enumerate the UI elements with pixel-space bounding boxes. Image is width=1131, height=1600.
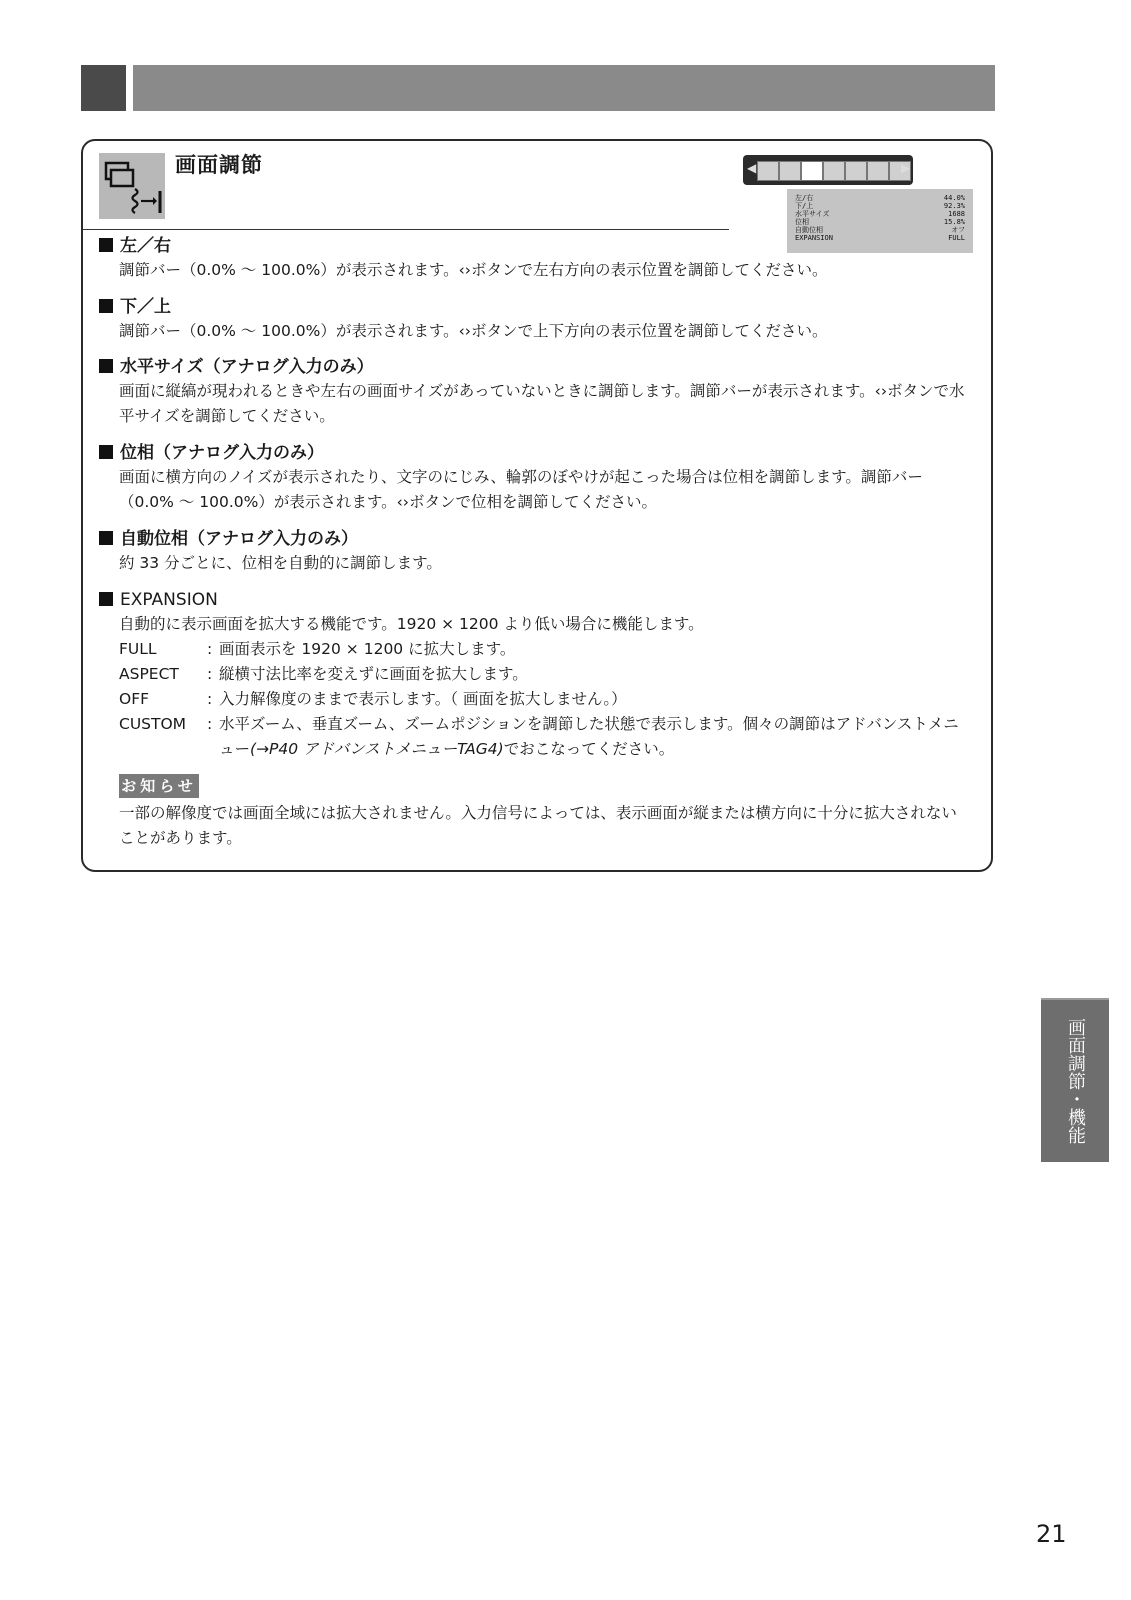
expansion-row [119, 712, 969, 762]
osd-value: FULL [948, 234, 965, 242]
expansion-row [119, 662, 969, 687]
header-bar [133, 65, 995, 111]
osd-tab-icon [779, 161, 801, 181]
section-body: 調節バー（0.0% ～ 100.0%）が表示されます。‹›ボタンで左右方向の表示位置を調節してください。 [119, 261, 828, 279]
osd-tab-active-icon [801, 161, 823, 181]
side-tab-label: 画面調節・機能 [1065, 1018, 1086, 1144]
osd-label: 下/上 [795, 202, 814, 210]
expansion-term: FULL [119, 640, 157, 658]
bullet-square-icon [99, 531, 113, 545]
bullet-square-icon [99, 238, 113, 252]
osd-tab-icon [823, 161, 845, 181]
section-body: 画面に縦縞が現われるときや左右の画面サイズがあっていないときに調節します。調節バーが表示されます。‹›ボタンで水平サイズを調節してください。 [119, 382, 965, 425]
expansion-desc [219, 712, 969, 762]
section-left-right [99, 234, 969, 283]
osd-value: オフ [951, 226, 965, 234]
notice-badge: お知らせ [119, 774, 199, 798]
section-body: 調節バー（0.0% ～ 100.0%）が表示されます。‹›ボタンで上下方向の表示位置を調節してください。 [119, 322, 828, 340]
osd-row [795, 202, 965, 210]
section-heading-text: 自動位相（アナログ入力のみ） [120, 529, 358, 549]
section-auto-phase [99, 527, 969, 576]
osd-row [795, 194, 965, 202]
expansion-row [119, 637, 969, 662]
card-title: 画面調節 [175, 153, 263, 177]
section-body: 約 33 分ごとに、位相を自動的に調節します。 [119, 554, 442, 572]
osd-right-arrow-icon: ▶ [901, 161, 911, 175]
colon: : [207, 690, 213, 708]
osd-label: 位相 [795, 218, 809, 226]
osd-label: EXPANSION [795, 234, 833, 242]
section-heading-text: 左／右 [120, 236, 171, 256]
expansion-row [119, 687, 969, 712]
expansion-table [119, 637, 969, 762]
section-heading [99, 234, 969, 258]
section-body: 画面に横方向のノイズが表示されたり、文字のにじみ、輪郭のぼやけが起こった場合は位相を調節します。調節バー（0.0% ～ 100.0%）が表示されます。‹›ボタンで位相を調節してください。 [119, 468, 923, 511]
section-down-up [99, 295, 969, 344]
osd-value: 44.0% [943, 194, 965, 202]
section-heading [99, 295, 969, 319]
section-phase [99, 441, 969, 515]
osd-menu-bar [743, 155, 913, 185]
notice-text: 一部の解像度では画面全域には拡大されません。入力信号によっては、表示画面が縦または横方向に十分に拡大されないことがあります。 [119, 804, 957, 847]
section-heading-text: EXPANSION [120, 590, 218, 610]
colon: : [207, 640, 213, 658]
osd-row [795, 210, 965, 218]
page-number: 21 [1036, 1520, 1067, 1548]
section-heading-text: 位相（アナログ入力のみ） [120, 443, 324, 463]
expansion-term: OFF [119, 690, 150, 708]
section-heading [99, 355, 969, 379]
section-heading-text: 水平サイズ（アナログ入力のみ） [120, 357, 374, 377]
expansion-term: CUSTOM [119, 715, 187, 733]
expansion-desc-text: 水平ズーム、垂直ズーム、ズームポジションを調節した状態で表示します。個々の調節はアドバンストメニュー [219, 715, 959, 758]
expansion-desc: 入力解像度のままで表示します。（ 画面を拡大しません。） [219, 690, 627, 708]
expansion-desc: 画面表示を 1920 × 1200 に拡大します。 [219, 640, 516, 658]
osd-value: 92.3% [943, 202, 965, 210]
osd-value: 1688 [948, 210, 965, 218]
expansion-intro: 自動的に表示画面を拡大する機能です。1920 × 1200 より低い場合に機能します。 [119, 615, 704, 633]
osd-row [795, 218, 965, 226]
title-rule [83, 229, 729, 230]
section-heading-text: 下／上 [120, 297, 171, 317]
section-heading [99, 441, 969, 465]
osd-label: 左/右 [795, 194, 814, 202]
osd-tab-icon [845, 161, 867, 181]
bullet-square-icon [99, 445, 113, 459]
colon: : [207, 715, 213, 733]
colon: : [207, 665, 213, 683]
bullet-square-icon [99, 359, 113, 373]
section-expansion [99, 588, 969, 762]
section-heading [99, 527, 969, 551]
osd-label: 水平サイズ [795, 210, 830, 218]
bullet-square-icon [99, 592, 113, 606]
screen-adjust-icon [99, 153, 165, 219]
osd-label: 自動位相 [795, 226, 823, 234]
osd-left-arrow-icon: ◀ [747, 161, 757, 175]
side-tab [1041, 998, 1109, 1162]
osd-value: 15.8% [943, 218, 965, 226]
page-reference-link[interactable]: (→P40 アドバンストメニューTAG4) [250, 740, 504, 758]
section-h-size [99, 355, 969, 429]
expansion-term: ASPECT [119, 665, 179, 683]
expansion-desc-tail: でおこなってください。 [503, 740, 675, 758]
content-card [81, 139, 993, 872]
osd-tab-icon [757, 161, 779, 181]
osd-tab-icon [867, 161, 889, 181]
bullet-square-icon [99, 299, 113, 313]
header-square [81, 65, 126, 111]
expansion-desc: 縦横寸法比率を変えずに画面を拡大します。 [219, 665, 528, 683]
osd-row [795, 226, 965, 234]
section-heading [99, 588, 969, 612]
